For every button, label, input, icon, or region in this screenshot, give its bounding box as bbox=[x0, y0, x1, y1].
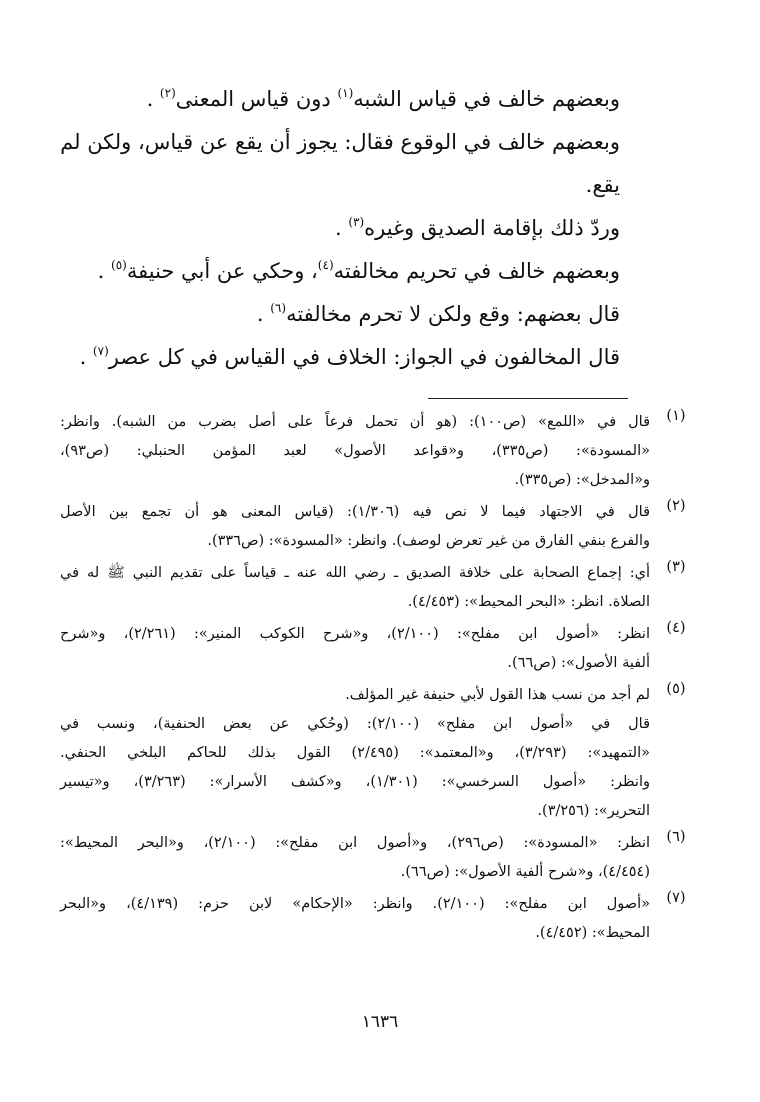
footnote-ref: (٧) bbox=[92, 344, 109, 358]
footnote-number: (٧) bbox=[666, 890, 686, 906]
footnote: (٥) لم أجد من نسب هذا القول لأبي حنيفة غير المؤلف. قال في «أصول ابن مفلح» (٢/١٠٠): (وحُكي عن بعض الحنفية)، ونسب في «التمهيد»: (٣/٢٩٣)، و«المعتمد»: (٢/٤٩٥) القول بذلك للحاكم البلخي الحنفي. وانظر: «أصول السرخسي»: (١/٣٠١)، و«كشف الأسرار»: (٣/٢٦٣)، و«تيسير التحرير»: (٣/٢٥٦). bbox=[60, 681, 650, 826]
footnote: (١) قال في «اللمع» (ص١٠٠): (هو أن تحمل فرعاً على أصل بضرب من الشبه). وانظر: «المسودة»: (ص٣٣٥)، و«قواعد الأصول» لعبد المؤمن الحنبلي: (ص٩٣)، و«المدخل»: (ص٣٣٥). bbox=[60, 408, 650, 495]
footnote-number: (٣) bbox=[666, 559, 686, 575]
footnote: (٦) انظر: «المسودة»: (ص٢٩٦)، و«أصول ابن مفلح»: (٢/١٠٠)، و«البحر المحيط»: (٤/٤٥٤)، و«شرح ألفية الأصول»: (ص٦٦). bbox=[60, 829, 650, 887]
footnote-ref: (٢) bbox=[159, 86, 176, 100]
main-text bbox=[60, 78, 620, 379]
footnote-number: (٤) bbox=[666, 620, 686, 636]
footnote: (٤) انظر: «أصول ابن مفلح»: (٢/١٠٠)، و«شرح الكوكب المنير»: (٢/٢٦١)، و«شرح ألفية الأصول»: (ص٦٦). bbox=[60, 620, 650, 678]
main-line: وبعضهم خالف في الوقوع فقال: يجوز أن يقع عن قياس، ولكن لم bbox=[60, 130, 620, 154]
footnote-ref: (٤) bbox=[317, 258, 334, 272]
footnote: (٣) أي: إجماع الصحابة على خلافة الصديق ـ رضي الله عنه ـ قياساً على تقديم النبي ﷺ له في الصلاة. انظر: «البحر المحيط»: (٤/٤٥٣). bbox=[60, 559, 650, 617]
footnote-number: (٥) bbox=[666, 681, 686, 697]
main-line: وردّ ذلك بإقامة الصديق وغيره$^{(٣)}$ . bbox=[334, 215, 620, 240]
main-line: قال بعضهم: وقع ولكن لا تحرم مخالفته$^{(٦)}$ . bbox=[256, 301, 620, 326]
main-line: قال المخالفون في الجواز: الخلاف في القياس في كل عصر$^{(٧)}$ . bbox=[79, 344, 620, 369]
footnote-number: (٦) bbox=[666, 829, 686, 845]
footnote-number: (٢) bbox=[666, 498, 686, 514]
footnote-ref: (٥) bbox=[111, 258, 127, 272]
footnotes bbox=[60, 408, 686, 951]
footnote-ref: (٣) bbox=[348, 215, 365, 229]
main-line: وبعضهم خالف في تحريم مخالفته$^{(٤)}$، وحكي عن أبي حنيفة$^{(٥)}$ . bbox=[97, 258, 620, 283]
footnote-ref: (٦) bbox=[270, 301, 287, 315]
footnote: (٧) «أصول ابن مفلح»: (٢/١٠٠). وانظر: «الإحكام» لابن حزم: (٤/١٣٩)، و«البحر المحيط»: (٤/٤٥٢). bbox=[60, 890, 650, 948]
main-line: وبعضهم خالف في قياس الشبه$^{(١)}$ دون قياس المعنى$^{(٢)}$ . bbox=[146, 86, 620, 111]
page-number: ١٦٣٦ bbox=[361, 1012, 399, 1032]
footnote-separator bbox=[428, 398, 628, 399]
footnote-ref: (١) bbox=[337, 86, 354, 100]
main-line: يقع. bbox=[585, 173, 620, 197]
footnote-number: (١) bbox=[666, 408, 686, 424]
footnote: (٢) قال في الاجتهاد فيما لا نص فيه (١/٣٠٦): (قياس المعنى هو أن تجمع بين الأصل والفرع بنفي الفارق من غير تعرض لوصف). وانظر: «المسودة»: (ص٣٣٦). bbox=[60, 498, 650, 556]
